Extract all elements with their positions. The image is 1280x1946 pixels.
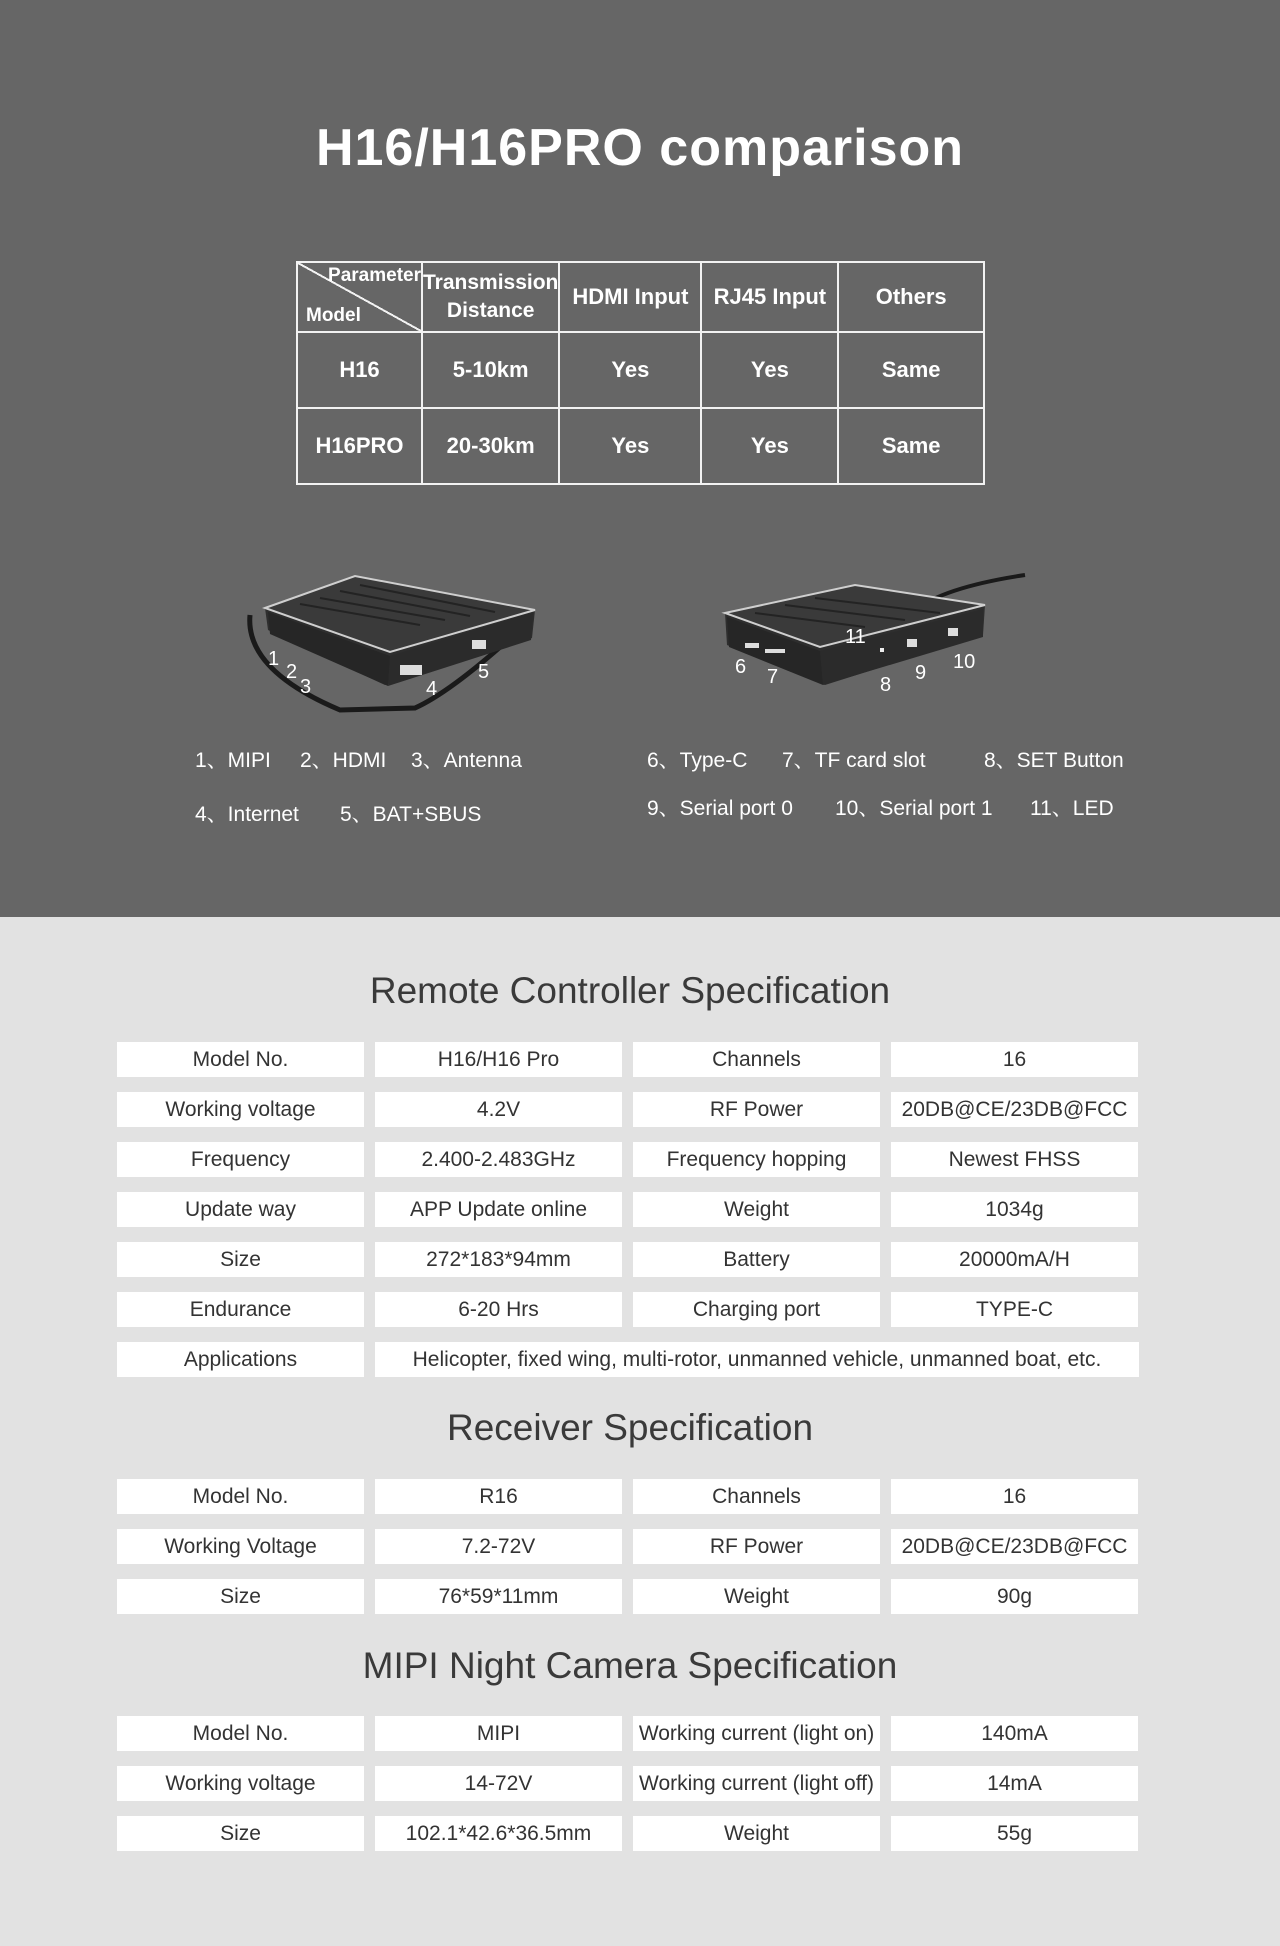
set-button xyxy=(880,648,884,652)
remote-spec-title: Remote Controller Specification xyxy=(369,970,891,1011)
page-title: H16/H16PRO comparison xyxy=(315,119,965,177)
spec-value-cell: 140mA xyxy=(891,1716,1138,1751)
model-cell: H16 xyxy=(297,332,422,408)
header-hdmi-input: HDMI Input xyxy=(559,262,701,332)
spec-label-cell: Endurance xyxy=(117,1292,364,1327)
spec-label-cell: Update way xyxy=(117,1192,364,1227)
spec-label-cell: Working current (light on) xyxy=(633,1716,880,1751)
type-c-port xyxy=(745,643,759,648)
legend-item: 2、HDMI xyxy=(300,749,387,772)
spec-value-cell: Newest FHSS xyxy=(891,1142,1138,1177)
corner-model-label: Model xyxy=(306,305,361,326)
spec-value-cell: 14-72V xyxy=(375,1766,622,1801)
spec-value-cell: 20000mA/H xyxy=(891,1242,1138,1277)
spec-label-cell: Weight xyxy=(633,1816,880,1851)
legend-item: 10、Serial port 1 xyxy=(835,797,993,820)
spec-value-cell: 6-20 Hrs xyxy=(375,1292,622,1327)
spec-value-cell: 7.2-72V xyxy=(375,1529,622,1564)
spec-value-cell: 20DB@CE/23DB@FCC xyxy=(891,1092,1138,1127)
spec-value-cell: 55g xyxy=(891,1816,1138,1851)
spec-label-cell: Working Voltage xyxy=(117,1529,364,1564)
others-cell: Same xyxy=(838,408,984,484)
spec-value-cell: 90g xyxy=(891,1579,1138,1614)
header-dist-line2: Distance xyxy=(446,299,535,322)
distance-cell: 20-30km xyxy=(422,408,559,484)
spec-value-cell: 76*59*11mm xyxy=(375,1579,622,1614)
corner-cell xyxy=(297,262,422,332)
spec-value-cell: Helicopter, fixed wing, multi-rotor, unmanned vehicle, unmanned boat, etc. xyxy=(375,1342,1139,1377)
spec-label-cell: Model No. xyxy=(117,1042,364,1077)
port-number: 4 xyxy=(426,678,438,700)
legend-item: 9、Serial port 0 xyxy=(647,797,793,820)
spec-label-cell: Frequency hopping xyxy=(633,1142,880,1177)
legend-item: 1、MIPI xyxy=(195,749,271,772)
port-number: 11 xyxy=(845,626,866,648)
h16-device-image-left xyxy=(240,560,560,720)
spec-label-cell: Channels xyxy=(633,1042,880,1077)
spec-value-cell: 16 xyxy=(891,1479,1138,1514)
spec-label-cell: Working voltage xyxy=(117,1092,364,1127)
spec-value-cell: H16/H16 Pro xyxy=(375,1042,622,1077)
port-number: 8 xyxy=(880,674,892,696)
spec-value-cell: 4.2V xyxy=(375,1092,622,1127)
port-number: 1 xyxy=(268,648,280,670)
comparison-row-h16pro xyxy=(297,408,984,484)
spec-label-cell: Battery xyxy=(633,1242,880,1277)
spec-value-cell: 16 xyxy=(891,1042,1138,1077)
h16-device-image-right xyxy=(715,565,1035,705)
spec-value-cell: 20DB@CE/23DB@FCC xyxy=(891,1529,1138,1564)
port-number: 9 xyxy=(915,662,927,684)
spec-label-cell: Model No. xyxy=(117,1716,364,1751)
spec-label-cell: Working voltage xyxy=(117,1766,364,1801)
spec-label-cell: Channels xyxy=(633,1479,880,1514)
spec-value-cell: TYPE-C xyxy=(891,1292,1138,1327)
spec-label-cell: RF Power xyxy=(633,1529,880,1564)
hdmi-cell: Yes xyxy=(559,408,701,484)
port-number: 5 xyxy=(478,661,490,683)
tf-slot xyxy=(765,649,785,653)
port-number: 10 xyxy=(953,651,976,673)
legend-item: 5、BAT+SBUS xyxy=(340,803,482,826)
legend-item: 3、Antenna xyxy=(411,749,522,772)
spec-label-cell: Working current (light off) xyxy=(633,1766,880,1801)
receiver-spec-title: Receiver Specification xyxy=(446,1407,814,1448)
header-dist-line1: Transmission xyxy=(423,271,559,294)
spec-value-cell: APP Update online xyxy=(375,1192,622,1227)
serial-port-0 xyxy=(907,639,917,647)
legend-item: 11、LED xyxy=(1030,797,1114,820)
spec-value-cell: 1034g xyxy=(891,1192,1138,1227)
spec-value-cell: 272*183*94mm xyxy=(375,1242,622,1277)
legend-item: 4、Internet xyxy=(195,803,299,826)
hdmi-cell: Yes xyxy=(559,332,701,408)
spec-label-cell: Frequency xyxy=(117,1142,364,1177)
model-cell: H16PRO xyxy=(297,408,422,484)
comparison-row-h16 xyxy=(297,332,984,408)
sbus-port xyxy=(472,640,486,649)
corner-parameter-label: Parameter xyxy=(328,265,421,286)
port-number: 7 xyxy=(767,666,779,688)
spec-label-cell: Size xyxy=(117,1816,364,1851)
header-others: Others xyxy=(838,262,984,332)
others-cell: Same xyxy=(838,332,984,408)
legend-item: 7、TF card slot xyxy=(782,749,926,772)
camera-spec-title: MIPI Night Camera Specification xyxy=(362,1645,898,1686)
header-rj45-input: RJ45 Input xyxy=(701,262,838,332)
spec-label-cell: Weight xyxy=(633,1192,880,1227)
comparison-table xyxy=(296,261,985,485)
spec-label-cell: RF Power xyxy=(633,1092,880,1127)
serial-port-1 xyxy=(948,628,958,636)
legend-item: 8、SET Button xyxy=(984,749,1124,772)
spec-value-cell: MIPI xyxy=(375,1716,622,1751)
spec-value-cell: 102.1*42.6*36.5mm xyxy=(375,1816,622,1851)
spec-value-cell: R16 xyxy=(375,1479,622,1514)
spec-label-cell: Size xyxy=(117,1579,364,1614)
spec-label-cell: Charging port xyxy=(633,1292,880,1327)
legend-item: 6、Type-C xyxy=(647,749,748,772)
port-number: 3 xyxy=(300,676,312,698)
port-number: 2 xyxy=(286,661,298,683)
rj45-cell: Yes xyxy=(701,332,838,408)
spec-label-cell: Weight xyxy=(633,1579,880,1614)
rj45-cell: Yes xyxy=(701,408,838,484)
spec-label-cell: Applications xyxy=(117,1342,364,1377)
distance-cell: 5-10km xyxy=(422,332,559,408)
spec-label-cell: Size xyxy=(117,1242,364,1277)
comparison-header-row xyxy=(297,262,984,332)
spec-value-cell: 14mA xyxy=(891,1766,1138,1801)
spec-value-cell: 2.400-2.483GHz xyxy=(375,1142,622,1177)
spec-label-cell: Model No. xyxy=(117,1479,364,1514)
port-number: 6 xyxy=(735,656,747,678)
internet-port xyxy=(400,665,422,675)
header-transmission-distance xyxy=(422,262,559,332)
